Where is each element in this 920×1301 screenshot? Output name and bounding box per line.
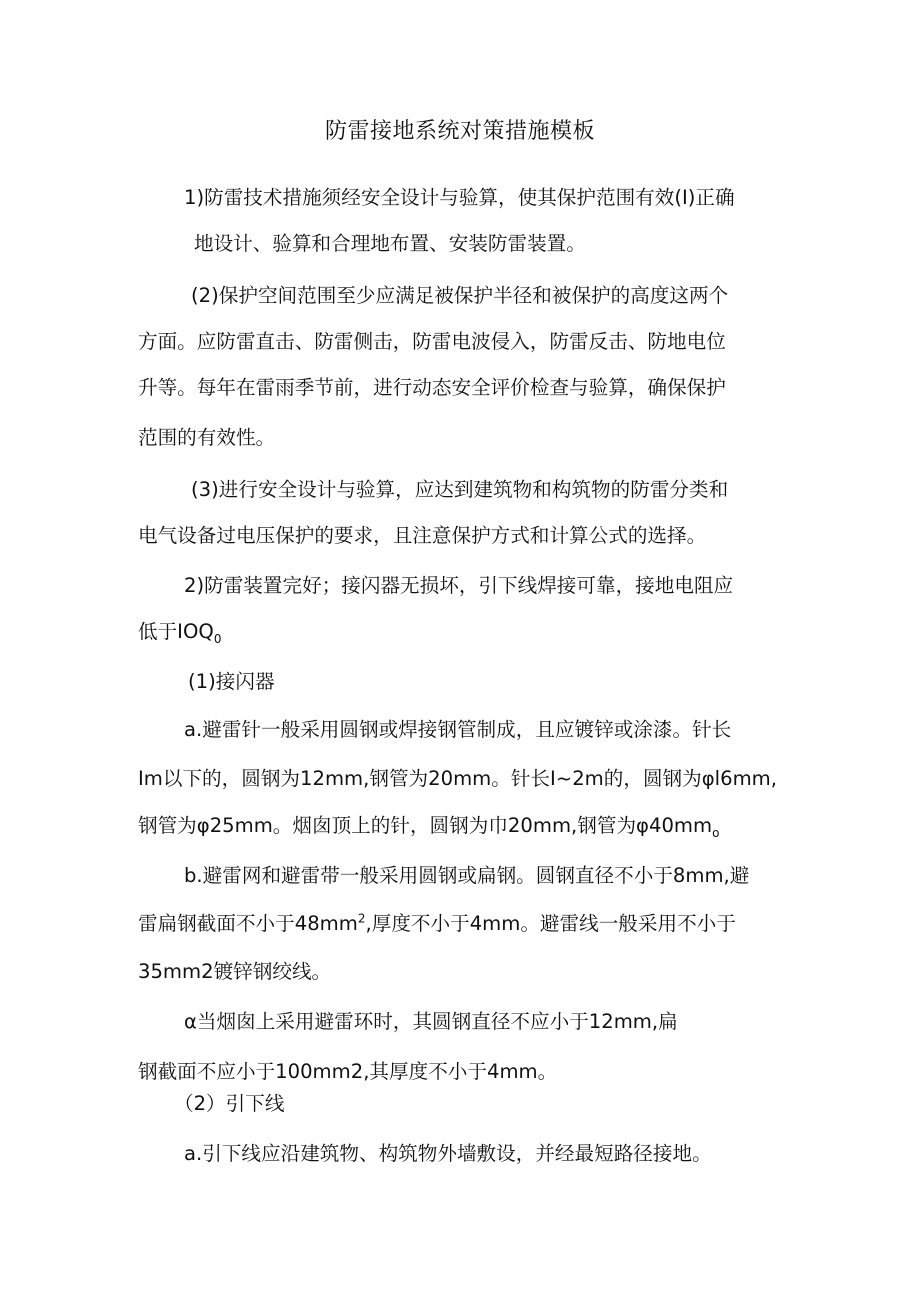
paragraph-line: 方面。应防雷直击、防雷侧击，防雷电波侵入，防雷反击、防地电位	[138, 330, 726, 353]
subscript-text: o	[712, 825, 720, 840]
paragraph-line: 范围的有效性。	[138, 426, 276, 449]
paragraph-line: 低于$IOQ_0$	[138, 620, 222, 646]
subscript-text: 0	[213, 631, 222, 646]
paragraph-line: a.避雷针一般采用圆钢或焊接钢管制成，且应镀锌或涂漆。针长	[184, 718, 732, 741]
paragraph-line: 2)防雷装置完好；接闪器无损坏，引下线焊接可靠，接地电阻应	[184, 574, 734, 597]
document-title: 防雷接地系统对策措施模板	[324, 119, 595, 144]
paragraph-line: b.避雷网和避雷带一般采用圆钢或扁钢。圆钢直径不小于8mm,避	[184, 864, 750, 887]
paragraph-line: 钢管为φ25mm。烟囱顶上的针，圆钢为巾20mm,钢管为$\varphi 40mm_o$	[138, 814, 720, 840]
paragraph-line: a.引下线应沿建筑物、构筑物外墙敷设，并经最短路径接地。	[184, 1142, 712, 1165]
section-heading: （2）引下线	[174, 1092, 285, 1115]
paragraph-line: (2)保护空间范围至少应满足被保护半径和被保护的高度这两个	[191, 284, 729, 307]
superscript-text: 2	[357, 911, 366, 926]
paragraph-line: (3)进行安全设计与验算，应达到建筑物和构筑物的防雷分类和	[191, 478, 729, 501]
paragraph-line: 地设计、验算和合理地布置、安装防雷装置。	[194, 232, 586, 255]
paragraph-line: 1)防雷技术措施须经安全设计与验算，使其保护范围有效(I)正确	[184, 186, 735, 209]
paragraph-line: 35mm2镀锌钢绞线。	[138, 960, 332, 983]
paragraph-line: α当烟囱上采用避雷环时，其圆钢直径不应小于12mm,扁	[184, 1010, 678, 1033]
paragraph-line: Im以下的，圆钢为12mm,钢管为20mm。针长I~2m的，圆钢为φl6mm,	[138, 767, 777, 790]
paragraph-line: 钢截面不应小于100mm2,其厚度不小于4mm。	[138, 1060, 558, 1083]
paragraph-line: 升等。每年在雷雨季节前，进行动态安全评价检查与验算，确保保护	[138, 376, 726, 399]
section-heading: (1)接闪器	[188, 670, 275, 693]
paragraph-line: 雷扁钢截面不小于$48mm^2$,厚度不小于4mm。避雷线一般采用不小于	[138, 911, 736, 935]
paragraph-line: 电气设备过电压保护的要求，且注意保护方式和计算公式的选择。	[138, 524, 707, 547]
